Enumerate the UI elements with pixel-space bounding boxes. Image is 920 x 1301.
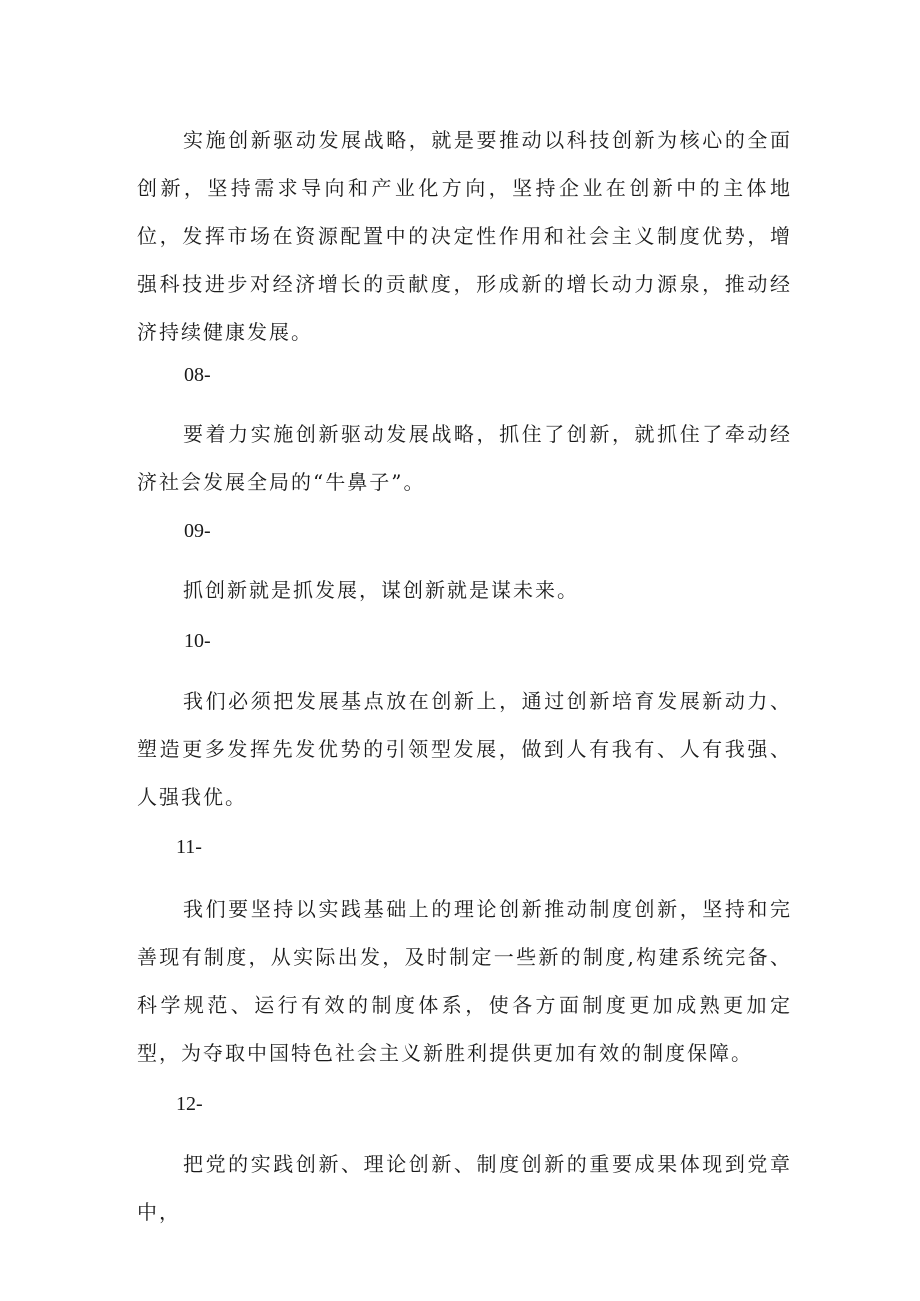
- paragraph-4: 我们必须把发展基点放在创新上，通过创新培育发展新动力、塑造更多发挥先发优势的引领型发展，做到人有我有、人有我强、人强我优。: [137, 689, 792, 809]
- paragraph-3: 抓创新就是抓发展，谋创新就是谋未来。: [183, 578, 579, 602]
- item-number-12: 12-: [176, 1093, 203, 1115]
- item-number-08: 08-: [184, 364, 211, 386]
- paragraph-6: 把党的实践创新、理论创新、制度创新的重要成果体现到党章中，: [137, 1152, 792, 1224]
- item-number-10: 10-: [184, 630, 211, 652]
- item-number-11: 11-: [176, 836, 202, 858]
- paragraph-5: 我们要坚持以实践基础上的理论创新推动制度创新，坚持和完善现有制度，从实际出发，及时制定一些新的制度,构建系统完备、科学规范、运行有效的制度体系，使各方面制度更加成熟更加定型，为夺取中国特色社会主义新胜利提供更加有效的制度保障。: [137, 897, 792, 1065]
- paragraph-1: 实施创新驱动发展战略，就是要推动以科技创新为核心的全面创新，坚持需求导向和产业化方向，坚持企业在创新中的主体地位，发挥市场在资源配置中的决定性作用和社会主义制度优势，增强科技进步对经济增长的贡献度，形成新的增长动力源泉，推动经济持续健康发展。: [137, 128, 792, 344]
- item-number-09: 09-: [184, 520, 211, 542]
- paragraph-2: 要着力实施创新驱动发展战略，抓住了创新，就抓住了牵动经济社会发展全局的“牛鼻子”。: [137, 422, 792, 494]
